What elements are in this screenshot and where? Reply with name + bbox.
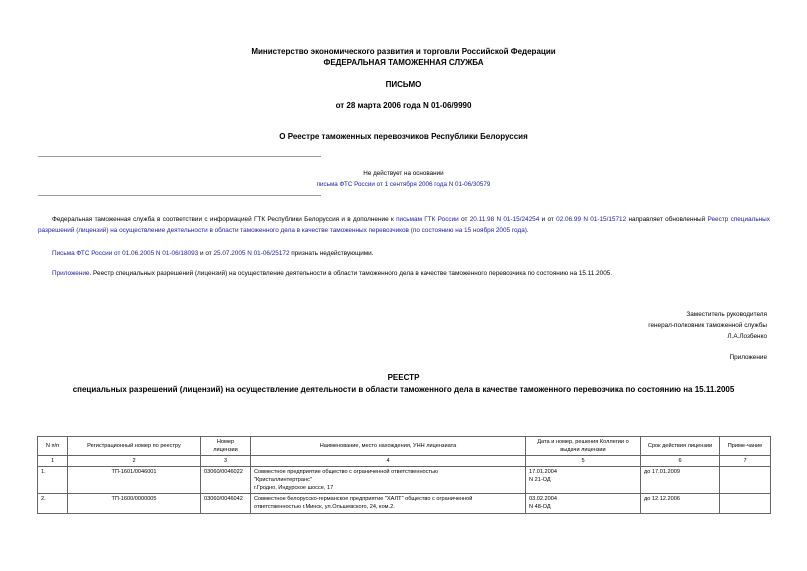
- body-paragraph-1: [38, 214, 770, 236]
- link-letters-gtk[interactable]: письмам ГТК России: [396, 216, 459, 223]
- header-term: Срок действия лицензии: [641, 437, 720, 456]
- p3-text: . Реестр специальных разрешений (лицензий) на осуществление деятельности в области таможенного дела в качестве таможенного перевозчика по состоянию на 15.11.2005.: [89, 270, 613, 277]
- table-row: [38, 494, 771, 514]
- cell-term: до 12.12.2006: [641, 494, 720, 514]
- link-fts-letter-2005-06[interactable]: Письма ФТС России от 01.06.2005 N 01-06/18093: [52, 250, 199, 257]
- table-header-row: [38, 437, 771, 456]
- cell-licensee: [251, 467, 526, 494]
- cell-licensee: [251, 494, 526, 514]
- link-registry[interactable]: Реестр специальных разрешений (лицензий) на осуществление деятельности в области таможенного дела в качестве таможенных перевозчиков (по состоянию на 15 ноября 2005 года): [38, 216, 770, 234]
- link-letter-1999[interactable]: 02.06.99 N 01-15/15712: [556, 216, 627, 223]
- cell-reg-number: ТП-1600/0000005: [68, 494, 201, 514]
- cell-decision: [526, 467, 641, 494]
- col-number: 2: [68, 456, 201, 467]
- col-number: 1: [38, 456, 68, 467]
- licensee-line: г.Гродно, Индурское шоссе, 17: [254, 485, 334, 491]
- cell-license-number: 03060/0046022: [201, 467, 251, 494]
- signature-block: [648, 309, 767, 342]
- p1-text-e: .: [526, 227, 529, 234]
- licensee-line: ответственностью г.Минск, ул.Ольшевского, 24, ком.2.: [254, 504, 395, 510]
- col-number: 7: [720, 456, 771, 467]
- header-number: N п/п: [38, 437, 68, 456]
- document-subject: О Реестре таможенных перевозчиков Республики Белоруссия: [279, 132, 528, 141]
- body-paragraph-2: [38, 248, 770, 259]
- status-line2: [0, 181, 807, 188]
- header-decision: Дата и номер, решения Коллегии о выдачи лицензии: [526, 437, 641, 456]
- decision-date: 17.01.2004: [529, 469, 557, 475]
- ministry-title: Министерство экономического развития и торговли Российской Федерации: [251, 47, 556, 56]
- cell-term: до 17.01.2009: [641, 467, 720, 494]
- link-letter-1998[interactable]: 20.11.98 N 01-15/24254: [469, 216, 540, 223]
- p1-text-a: Федеральная таможенная служба в соответствии с информацией ГТК Республики Белоруссия и в дополнение к: [52, 216, 397, 223]
- col-number: 4: [251, 456, 526, 467]
- p1-text-d: направляет обновленный: [626, 216, 708, 223]
- col-number: 3: [201, 456, 251, 467]
- document-date-number: от 28 марта 2006 года N 01-06/9990: [335, 101, 472, 110]
- col-number: 6: [641, 456, 720, 467]
- registry-subtitle: специальных разрешений (лицензий) на осуществление деятельности в области таможенного дела в качестве таможенного перевозчика по состоянию на 15.11.2005: [72, 385, 735, 394]
- table-row: [38, 467, 771, 494]
- p2-text-a: и от: [198, 250, 214, 257]
- header-reg-number: Регистрационный номер по реестру: [68, 437, 201, 456]
- link-fts-letter-2005-07[interactable]: 25.07.2005 N 01-06/25172: [213, 250, 290, 257]
- decision-date: 03.02.2004: [529, 496, 557, 502]
- cell-license-number: 03060/0046042: [201, 494, 251, 514]
- cell-note: [720, 467, 771, 494]
- licensee-line: Совместное предприятие общество с ограниченной ответственностью: [254, 469, 439, 475]
- p1-text-b: от: [458, 216, 470, 223]
- signature-name: Л.А.Лозбенко: [727, 333, 767, 340]
- status-bottom-rule: [38, 195, 321, 196]
- decision-number: N 48-ОД: [529, 504, 551, 510]
- p1-text-c: и от: [539, 216, 557, 223]
- cell-number: 2.: [38, 494, 68, 514]
- document-type: ПИСЬМО: [385, 80, 422, 89]
- cell-number: 1.: [38, 467, 68, 494]
- signature-position: Заместитель руководителя: [686, 311, 767, 318]
- table-column-numbers-row: [38, 456, 771, 467]
- cell-reg-number: ТП-1601/0046001: [68, 467, 201, 494]
- header-license-number: Номер лицензии: [201, 437, 251, 456]
- licensee-line: "Кристаллинтертранс": [254, 477, 312, 483]
- registry-title: РЕЕСТР: [387, 373, 420, 382]
- header-note: Приме-чание: [720, 437, 771, 456]
- signature-rank: генерал-полковник таможенной службы: [648, 322, 767, 329]
- status-text: Не действует на основании: [363, 170, 444, 177]
- col-number: 5: [526, 456, 641, 467]
- status-top-rule: [38, 156, 321, 157]
- licensee-line: Совместное белорусско-германское предприятие "ХАЛТ" общество с ограниченной: [254, 496, 473, 502]
- decision-number: N 21-ОД: [529, 477, 551, 483]
- body-paragraph-3: [38, 268, 770, 279]
- cell-decision: [526, 494, 641, 514]
- status-repeal-link[interactable]: письма ФТС России от 1 сентября 2006 года N 01-06/30579: [316, 181, 491, 188]
- service-title: ФЕДЕРАЛЬНАЯ ТАМОЖЕННАЯ СЛУЖБА: [323, 58, 484, 67]
- registry-table: [37, 436, 771, 514]
- appendix-label: Приложение: [729, 354, 767, 361]
- p2-text-b: признать недействующими.: [289, 250, 374, 257]
- cell-note: [720, 494, 771, 514]
- header-licensee: Наименование, место нахождения, УНН лицензиата: [251, 437, 526, 456]
- link-appendix[interactable]: Приложение: [52, 270, 90, 277]
